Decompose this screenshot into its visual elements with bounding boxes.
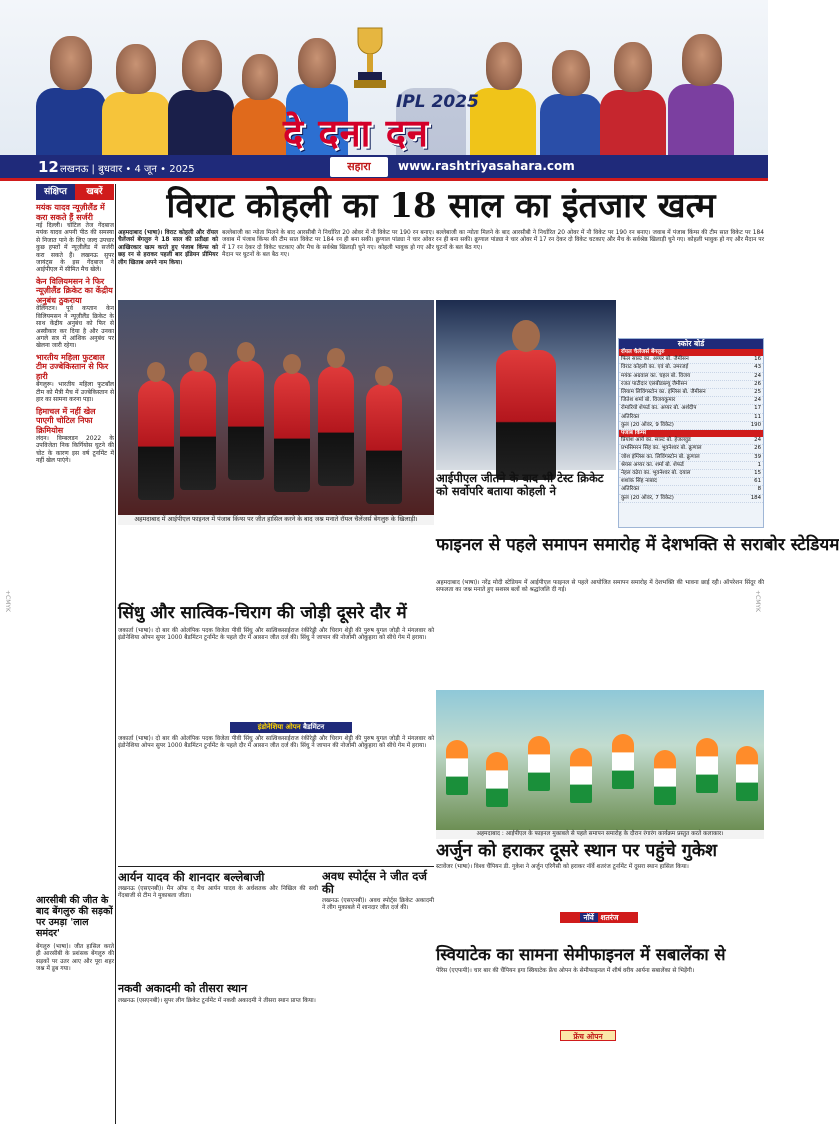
main-story-lede: अहमदाबाद (भाषा)। विराट कोहली और रॉयल चैलेंजर्स बेंगलुरु ने 18 साल की प्रतीक्षा को आखिरकार खत्म करते हुए पंजाब किंग्स को छह रन से हराकर पहली बार इंडियन प्रीमियर लीग खिताब अपने नाम किया। [118,230,218,266]
brief-headline: केन विलियमसन ने फिर न्यूज़ीलैंड क्रिकेट का केंद्रीय अनुबंध ठुकराया [36,276,113,305]
aryan-headline: आर्यन यादव की शानदार बल्लेबाजी [118,870,265,884]
scorecard-row [619,414,763,422]
gukesh-headline: अर्जुन को हराकर दूसरे स्थान पर पहुंचे गुकेश [436,841,718,861]
final-ceremony-body [436,580,764,686]
runs: 25 [754,389,761,396]
page-number: 12 [38,158,59,176]
news-tab-label: खबरें [75,184,114,200]
batsman-name: कुल (20 ओवर, 7 विकेट) [621,494,674,501]
brief-body: बेंगलुरू। भारतीय महिला फुटबॉल टीम को मैत्री मैच में उज्बेकिस्तान से हार का सामना करना पड़ा। [36,381,114,404]
runs: 1 [757,461,761,468]
cmyk-mark-left: +CMYK [4,590,11,612]
scorecard-row [619,389,763,397]
batsman-name: लियाम लिविंगस्टोन का. इंग्लिस बो. जैमीसन [621,389,706,396]
scorecard-title: स्कोर बोर्ड [619,339,763,349]
batsman-name: शशांक सिंह नाबाद [621,478,657,485]
ipl-banner [0,0,768,155]
rcb-fans-headline: आरसीबी की जीत के बाद बेंगलुरु की सड़कों पर उमड़ा 'लाल समंदर' [36,895,113,939]
main-story-body: बल्लेबाजी का न्योता मिलने के बाद आरसीबी ने निर्धारित 20 ओवर में नौ विकेट पर 190 रन बनाए। जवाब में पंजाब किंग्स की टीम सात विकेट पर 184 रन ही बना सकी। क्रुणाल पांड्या ने चार ओवर में 17 रन देकर दो विकेट चटकाए और मैच के सर्वश्रेष्ठ खिलाड़ी चुने गए। कोहली भावुक हो गए और मैदान पर घुटनों के बल बैठ गए। [222,230,434,259]
newspaper-logo: सहारा [330,157,388,177]
brief-body: वेलिंगटन। पूर्व कप्तान केन विलियमसन ने न्यूज़ीलैंड क्रिकेट के साथ केंद्रीय अनुबंध को फिर से अस्वीकार कर दिया है और उनका अगले सत्र में आंशिक अनुबंध पर खेलना जारी रहेगा। [36,305,114,350]
briefs-header [36,184,114,200]
scorecard-row [619,478,763,486]
main-story-col-3 [436,230,764,298]
batsman-name: प्रभसिमरन सिंह का. भुवनेश्वर बो. क्रुणाल [621,445,702,452]
gukesh-story-body [436,864,764,942]
runs: 17 [754,405,761,412]
scorecard-team-rcb: रॉयल चैलेंजर्स बेंगलुरु [619,349,763,356]
sindhu-story-text: जकार्ता (भाषा)। दो बार की ओलंपिक पदक विजेता पीवी सिंधु और सात्विकसाईराज रंकीरेड्डी और चिराग शेट्टी की पुरुष युगल जोड़ी ने मंगलवार को इंडोनेशिया ओपन सुपर 1000 बैडमिंटन टूर्नामेंट के पहले दौर में आसान जीत दर्ज की। सिंधु ने जापान की नोजोमी ओकुहारा को सीधे गेम में हराया। [118,628,434,642]
runs: 24 [754,397,761,404]
batsman-name: अतिरिक्त [621,486,640,493]
norway-tag-label: नॉर्वे [580,913,598,922]
main-story-col-1 [118,230,218,298]
sviatek-story-body [436,968,764,1118]
batsman-name: विराट कोहली का. एवं बो. उमरजई [621,364,689,371]
rcb-photo-caption: अहमदाबाद में आईपीएल फाइनल में पंजाब किंग्स पर जीत हासिल करने के बाद जश्न मनाते रॉयल चैलेंजर्स बेंगलुरु के खिलाड़ी। [118,515,434,525]
rcb-fans-story-body [36,944,114,1120]
ipl-2025-logo: IPL 2025 [396,92,479,112]
brief-item [36,277,114,350]
nakvi-story-body [118,998,318,1118]
indonesia-open-badge [230,722,352,733]
sindhu-story-cont [118,736,434,866]
final-ceremony-text: अहमदाबाद (भाषा)। नरेंद्र मोदी स्टेडियम में आईपीएल फाइनल से पहले आयोजित समापन समारोह में देशभक्ति की भावना छाई रही। ऑपरेशन सिंदूर की सफलता का जश्न मनाते हुए सशस्त्र बलों को श्रद्धांजलि दी गई। [436,580,764,594]
sviatek-story-text: पेरिस (एएफपी)। चार बार की चैंपियन इगा स्वियाटेक फ्रेंच ओपन के सेमीफाइनल में शीर्ष वरीय आर्यना सबालेंका से भिड़ेंगी। [436,968,695,974]
brief-headline: मयंक यादव न्यूज़ीलैंड में करा सकते हैं सर्जरी [36,203,105,222]
runs: 26 [754,445,761,452]
kohli-test-cricket-caption: आईपीएल जीतने के बाद भी टेस्ट क्रिकेट को सर्वोपरि बताया कोहली ने [436,471,604,498]
date-line: लखनऊ | बुधवार • 4 जून • 2025 [60,164,195,175]
batsman-name: फिल साल्ट का. अय्यर बो. जैमीसन [621,356,689,363]
ipl-trophy-icon [348,22,392,92]
runs: 8 [757,486,761,493]
masthead-strip [0,155,768,181]
batsman-name: कुल (20 ओवर, 9 विकेट) [621,421,674,428]
kohli-photo [436,300,616,470]
scorecard [618,338,764,528]
rcb-fans-story-text: बेंगलुरु (भाषा)। जीत हासिल करते ही आरसीबी के प्रशंसक बेंगलुरु की सड़कों पर उतर आए और पूरा शहर जश्न में डूब गया। [36,944,114,973]
main-story-col-2 [222,230,434,298]
abadh-headline: अवध स्पोर्ट्स ने जीत दर्ज की [322,869,427,896]
batsman-name: श्रेयस अय्यर का. शर्मा बो. शेफर्ड [621,461,684,468]
gukesh-story-text: स्टावेंजर (भाषा)। विश्व चैंपियन डी. गुकेश ने अर्जुन एरिगैसी को हराकर नॉर्वे शतरंज टूर्नामेंट में दूसरा स्थान हासिल किया। [436,864,689,870]
main-story-body-cont: बल्लेबाजी का न्योता मिलने के बाद आरसीबी ने निर्धारित 20 ओवर में नौ विकेट पर 190 रन बनाए। जवाब में पंजाब किंग्स की टीम सात विकेट पर 184 रन ही बना सकी। क्रुणाल पांड्या ने चार ओवर में 17 रन देकर दो विकेट चटकाए और मैच के सर्वश्रेष्ठ खिलाड़ी चुने गए। कोहली भावुक हो गए और मैदान पर घुटनों के बल बैठ गए। [436,230,764,251]
scorecard-row [619,422,763,430]
aryan-story-text: लखनऊ (एसएनबी)। मैन ऑफ द मैच आर्यन यादव के अर्धशतक और निखिल की सधी गेंदबाजी से टीम ने मुकाबला जीता। [118,886,318,900]
main-headline: विराट कोहली का 18 साल का इंतजार खत्म [166,186,716,226]
batsman-name: अतिरिक्त [621,413,640,420]
ceremony-dancers-photo [436,690,764,830]
runs: 39 [754,453,761,460]
scorecard-row [619,486,763,494]
aryan-story-body [118,886,318,978]
brief-headline: हिमाचल में नहीं खेल पाएगी चोटिल निफा क्रिमियोस [36,406,96,435]
cmyk-mark-right: +CMYK [754,590,761,612]
scorecard-row [619,454,763,462]
nakvi-headline: नकवी अकादमी को तीसरा स्थान [118,982,248,995]
batsman-name: प्रियांश आर्य का. साल्ट बो. हेजलवुड [621,437,691,444]
abadh-story-text: लखनऊ (एसएनबी)। अवध स्पोर्ट्स क्रिकेट अकादमी ने लीग मुकाबले में शानदार जीत दर्ज की। [322,898,434,912]
nakvi-story-text: लखनऊ (एसएनबी)। सुपर लीग क्रिकेट टूर्नामेंट में नकवी अकादमी ने तीसरा स्थान प्राप्त किया। [118,998,316,1004]
norway-chess-tag [560,912,638,923]
runs: 11 [754,413,761,420]
indonesia-open-label: इंडोनेशिया ओपन [257,723,301,731]
runs: 24 [754,437,761,444]
chess-tag-label: शतरंज [600,913,619,922]
sindhu-story-body [118,628,434,720]
final-ceremony-headline: फाइनल से पहले समापन समारोह में देशभक्ति से सराबोर स्टेडियम [436,535,839,555]
scorecard-row [619,373,763,381]
badminton-label: बैडमिंटन [303,723,325,731]
batsman-name: रजत पाटीदार एलबीडब्ल्यू जैमीसन [621,380,688,387]
banner-title: दे दना दन [283,110,430,155]
runs: 190 [750,421,761,428]
runs: 61 [754,478,761,485]
runs: 26 [754,380,761,387]
brief-body: लंदन। विम्बलडन 2022 के उपविजेता निक किर्गियोस घुटने की चोट के कारण इस वर्ष टूर्नामेंट में नहीं खेल पाएंगे। [36,435,114,465]
batsman-name: जोश इंग्लिस का. लिविंगस्टोन बो. क्रुणाल [621,453,700,460]
ceremony-photo-caption: अहमदाबाद : आईपीएल के फाइनल मुकाबले से पहले समापन समारोह के दौरान रंगारंग कार्यक्रम प्रस्तुत करते कलाकार। [436,830,764,839]
scorecard-row [619,445,763,453]
section-divider [118,866,434,867]
brief-item [36,203,114,274]
briefs-tab-label: संक्षिप्त [36,184,75,200]
sviatek-headline: स्वियाटेक का सामना सेमीफाइनल में सबालेंका से [436,945,726,964]
sindhu-story-text-cont: जकार्ता (भाषा)। दो बार की ओलंपिक पदक विजेता पीवी सिंधु और सात्विकसाईराज रंकीरेड्डी और चिराग शेट्टी की पुरुष युगल जोड़ी ने मंगलवार को इंडोनेशिया ओपन सुपर 1000 बैडमिंटन टूर्नामेंट के पहले दौर में आसान जीत दर्ज की। सिंधु ने जापान की नोजोमी ओकुहारा को सीधे गेम में हराया। [118,736,434,750]
rcb-celebration-photo [118,300,434,515]
batsman-name: रोमारियो शेफर्ड का. अय्यर बो. अर्शदीप [621,405,697,412]
brief-item [36,353,114,404]
brief-body: नई दिल्ली। चोटिल तेज गेंदबाज मयंक यादव अपनी पीठ की समस्या से निजात पाने के लिए जल्द उपचार कुछ हफ्तों में न्यूज़ीलैंड में सर्जरी करा सकते हैं। लखनऊ सुपर जायंट्स के इस गेंदबाज ने आईपीएल में सीमित मैच खेले। [36,222,114,274]
scorecard-row [619,495,763,503]
french-open-tag: फ्रेंच ओपन [560,1030,616,1041]
runs: 15 [754,470,761,477]
column-divider [115,184,116,1124]
runs: 24 [754,372,761,379]
scorecard-row [619,381,763,389]
scorecard-row [619,462,763,470]
scorecard-team-pbks: पंजाब किंग्स [619,430,763,437]
runs: 43 [754,364,761,371]
sindhu-headline: सिंधु और सात्विक-चिराग की जोड़ी दूसरे दौर में [118,603,407,623]
brief-headline: भारतीय महिला फुटबाल टीम उज्बेकिस्तान से फिर हारी [36,352,109,381]
scorecard-row [619,364,763,372]
website-url[interactable]: www.rashtriyasahara.com [398,159,575,173]
batsman-name: नेहल वढेरा का. भुवनेश्वर बो. दयाल [621,470,691,477]
runs: 184 [750,494,761,501]
brief-item [36,407,114,465]
batsman-name: जितेश शर्मा बो. विजयकुमार [621,397,676,404]
scorecard-row [619,405,763,413]
batsman-name: मयंक अग्रवाल का. चहल बो. विजय [621,372,691,379]
runs: 16 [754,356,761,363]
abadh-story-body [322,898,434,1118]
